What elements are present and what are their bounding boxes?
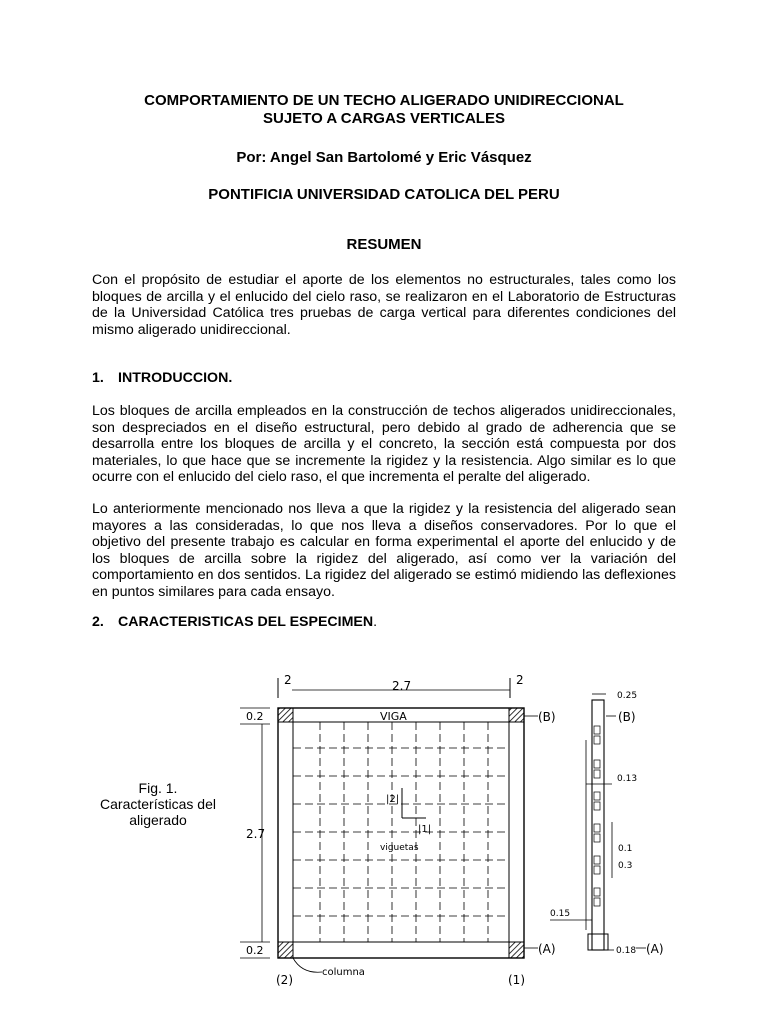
viguetas-label: viguetas (380, 843, 419, 853)
title-line-1: COMPORTAMIENTO DE UN TECHO ALIGERADO UNIDIRECCIONAL (144, 92, 624, 109)
sec-dim-025: 0.25 (617, 691, 638, 701)
beam-a-label: (A) (538, 942, 556, 956)
section-1-paragraph-1: Los bloques de arcilla empleados en la construcción de techos aligerados unidireccionales, son despreciados en el diseño estructural, pero debido al grado de adherencia que se desarrolla entre los bloques de arcilla y el concreto, la sección está compuesta por dos materiales, lo que hace que se incremente la rigidez y la resistencia. Algo similar es lo que ocurre con el enlucido del cielo raso, el que incrementa el peralte del aligerado. (92, 403, 676, 486)
section-2-number: 2. (92, 614, 104, 630)
dim-top-right: 2 (516, 673, 524, 687)
dim-left-bottom: 0.2 (246, 944, 264, 957)
authors: Por: Angel San Bartolomé y Eric Vásquez (236, 149, 532, 166)
section-1-heading (92, 370, 232, 387)
axis-2-label: |2| (386, 794, 400, 805)
sec-dim-015: 0.15 (550, 909, 571, 919)
axis-arrows (380, 788, 431, 853)
section-1-title: INTRODUCCION. (118, 370, 233, 386)
caption-line-1: Fig. 1. (138, 780, 178, 796)
sec-dim-018: 0.18 (616, 946, 637, 956)
sec-dim-03: 0.3 (618, 861, 633, 871)
abstract-heading: RESUMEN (346, 236, 422, 253)
caption-line-2: Características del (100, 796, 216, 812)
viga-label: VIGA (380, 710, 407, 723)
column-2-label: (2) (276, 973, 293, 987)
section-2-heading (92, 614, 377, 631)
columna-label: columna (322, 967, 365, 978)
sec-label-b: (B) (618, 710, 636, 724)
section-1-number: 1. (92, 370, 104, 386)
slab-outline (278, 708, 524, 958)
column-top-right (509, 708, 524, 722)
title-line-2: SUJETO A CARGAS VERTICALES (263, 110, 505, 127)
dim-top-span: 2.7 (392, 679, 412, 693)
abstract-text: Con el propósito de estudiar el aporte de los elementos no estructurales, tales como los bloques de arcilla y el enlucido del cielo raso, se realizaron en el Laboratorio de Estructuras de la Universidad Católica tres pruebas de carga vertical para diferentes condiciones del mismo aligerado unidireccional. (92, 272, 676, 338)
sec-dim-01: 0.1 (618, 844, 633, 854)
cross-section (550, 691, 664, 956)
dim-left-span: 2.7 (246, 827, 266, 841)
dim-left-top: 0.2 (246, 710, 264, 723)
top-dimension (278, 673, 524, 698)
block-grid (293, 722, 509, 942)
column-bottom-left (278, 942, 293, 958)
document-title (90, 92, 678, 128)
section-1-paragraph-2: Lo anteriormente mencionado nos lleva a que la rigidez y la resistencia del aligerado sean mayores a las consideradas, lo que nos lleva a diseños conservadores. Por lo que el objetivo del presente trabajo es calcular en forma experimental el aporte del enlucido y de los bloques de arcilla sobre la rigidez del aligerado, así como ver la variación del comportamiento en dos sentidos. La rigidez del aligerado se estimó midiendo las deflexiones en puntos similares para cada ensayo. (92, 501, 676, 600)
dim-top-left: 2 (284, 673, 292, 687)
sec-label-a: (A) (646, 942, 664, 956)
column-top-left (278, 708, 293, 722)
section-2-title: CARACTERISTICAS DEL ESPECIMEN (118, 614, 374, 630)
axis-1-label: |1| (418, 824, 432, 835)
left-dimension (240, 708, 270, 958)
sec-dim-013: 0.13 (617, 774, 638, 784)
beam-b-label: (B) (538, 710, 556, 724)
figure-caption (88, 780, 228, 828)
caption-line-3: aligerado (129, 812, 187, 828)
section-2-title-period: . (373, 614, 378, 630)
column-bottom-right (509, 942, 524, 958)
slab-drawing (240, 668, 670, 988)
institution: PONTIFICIA UNIVERSIDAD CATOLICA DEL PERU (208, 186, 560, 203)
column-1-label: (1) (508, 973, 525, 987)
